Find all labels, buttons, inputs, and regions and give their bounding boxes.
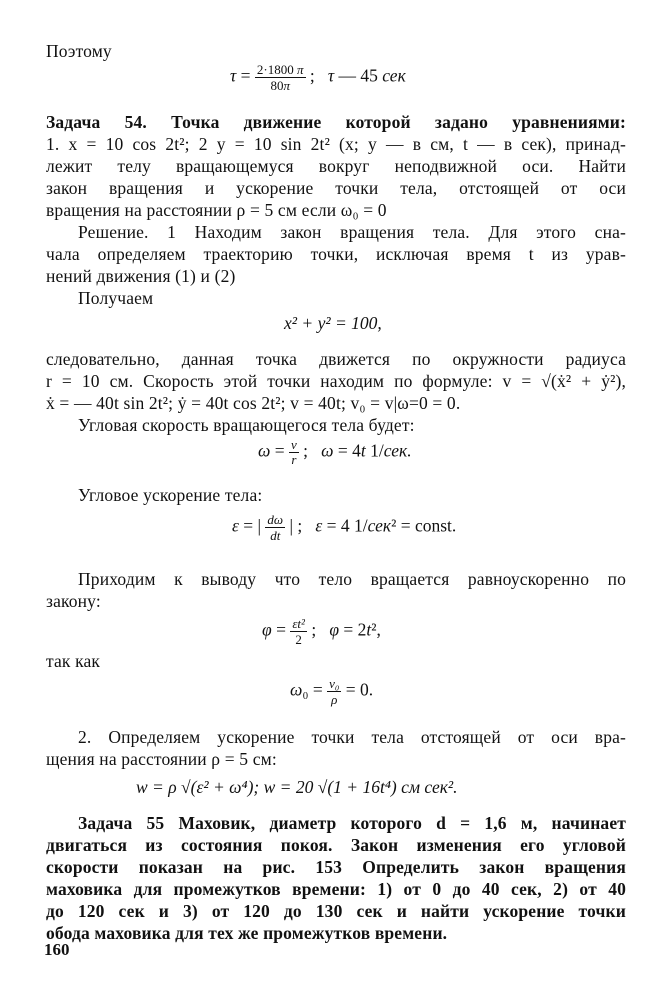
text-line: следовательно, данная точка движется по окружности радиуса [46, 349, 626, 369]
text-line: обода маховика для тех же промежутков времени. [46, 923, 448, 943]
formula-phi: φ = $\frac{\text{εt²}}{2}$ ; φ = 2t², [262, 616, 381, 647]
text-line: нений движения (1) и (2) [46, 266, 236, 286]
text-line: Угловое ускорение тела: [78, 485, 263, 505]
text-line: закону: [46, 591, 101, 611]
text-line: лежит телу вращающемуся вокруг неподвижной оси. Найти [46, 156, 626, 176]
formula-circle: x² + y² = 100, [284, 313, 382, 333]
text-line-poetomu: Поэтому [46, 41, 112, 61]
text-line: вращения на расстоянии ρ = 5 см если ω₀ = 0 [46, 200, 387, 220]
text-line: так как [46, 651, 101, 671]
text-line: чала определяем траекторию точки, исключая время t из урав- [46, 244, 626, 264]
text-line: маховика для промежутков времени: 1) от 0 до 40 сек, 2) от 40 [46, 879, 626, 899]
text-line: 2. Определяем ускорение точки тела отстоящей от оси вра- [78, 727, 626, 747]
task-54-heading-line: Задача 54. Точка движение которой задано уравнениями: [46, 112, 626, 132]
text-line: Угловая скорость вращающегося тела будет: [78, 415, 415, 435]
text-line: двигаться из состояния покоя. Закон изменения его угловой [46, 835, 626, 855]
page-number: 160 [44, 940, 70, 959]
text-line: Приходим к выводу что тело вращается равноускоренно по [78, 569, 626, 589]
solution-heading-line: Решение. 1 Находим закон вращения тела. Для этого сна- [78, 222, 626, 242]
text-line: до 120 сек и 3) от 120 до 130 сек и найти ускорение точки [46, 901, 626, 921]
formula-acceleration: w = ρ √(ε² + ω⁴); w = 20 √(1 + 16t⁴) см сек². [136, 777, 458, 797]
text-line: Получаем [78, 288, 154, 308]
text-line: 1. x = 10 cos 2t²; 2 y = 10 sin 2t² (x; y — в см, t — в сек), принад- [46, 134, 626, 154]
formula-omega: ω = $\frac{v}{r}$ ; ω = 4t 1/сек. [258, 437, 412, 467]
formula-tau: τ = $\frac{2\cdot 1800 \pi}{80\pi}$ ; τ — 45 сек [230, 62, 406, 93]
task-55-heading-line: Задача 55 Маховик, диаметр которого d = 1,6 м, начинает [78, 813, 626, 833]
text-line: скорости показан на рис. 153 Определить закон вращения [46, 857, 626, 877]
text-line: щения на расстоянии ρ = 5 см: [46, 749, 277, 769]
text-line: r = 10 см. Скорость этой точки находим по формуле: v = √(ẋ² + ẏ²), [46, 371, 626, 391]
formula-epsilon: ε = | $\frac{d\omega}{dt}$ | ; ε = 4 1/сек² = const. [232, 512, 457, 543]
formula-omega0: ω₀ = $\frac{\text{v₀}}{\rho}$ = 0. [290, 676, 374, 707]
formula-line-velocity: ẋ = — 40t sin 2t²; ẏ = 40t cos 2t²; v = 40t; v₀ = v|ω=0 = 0. [46, 393, 461, 413]
text-line: закон вращения и ускорение точки тела, отстоящей от оси [46, 178, 626, 198]
